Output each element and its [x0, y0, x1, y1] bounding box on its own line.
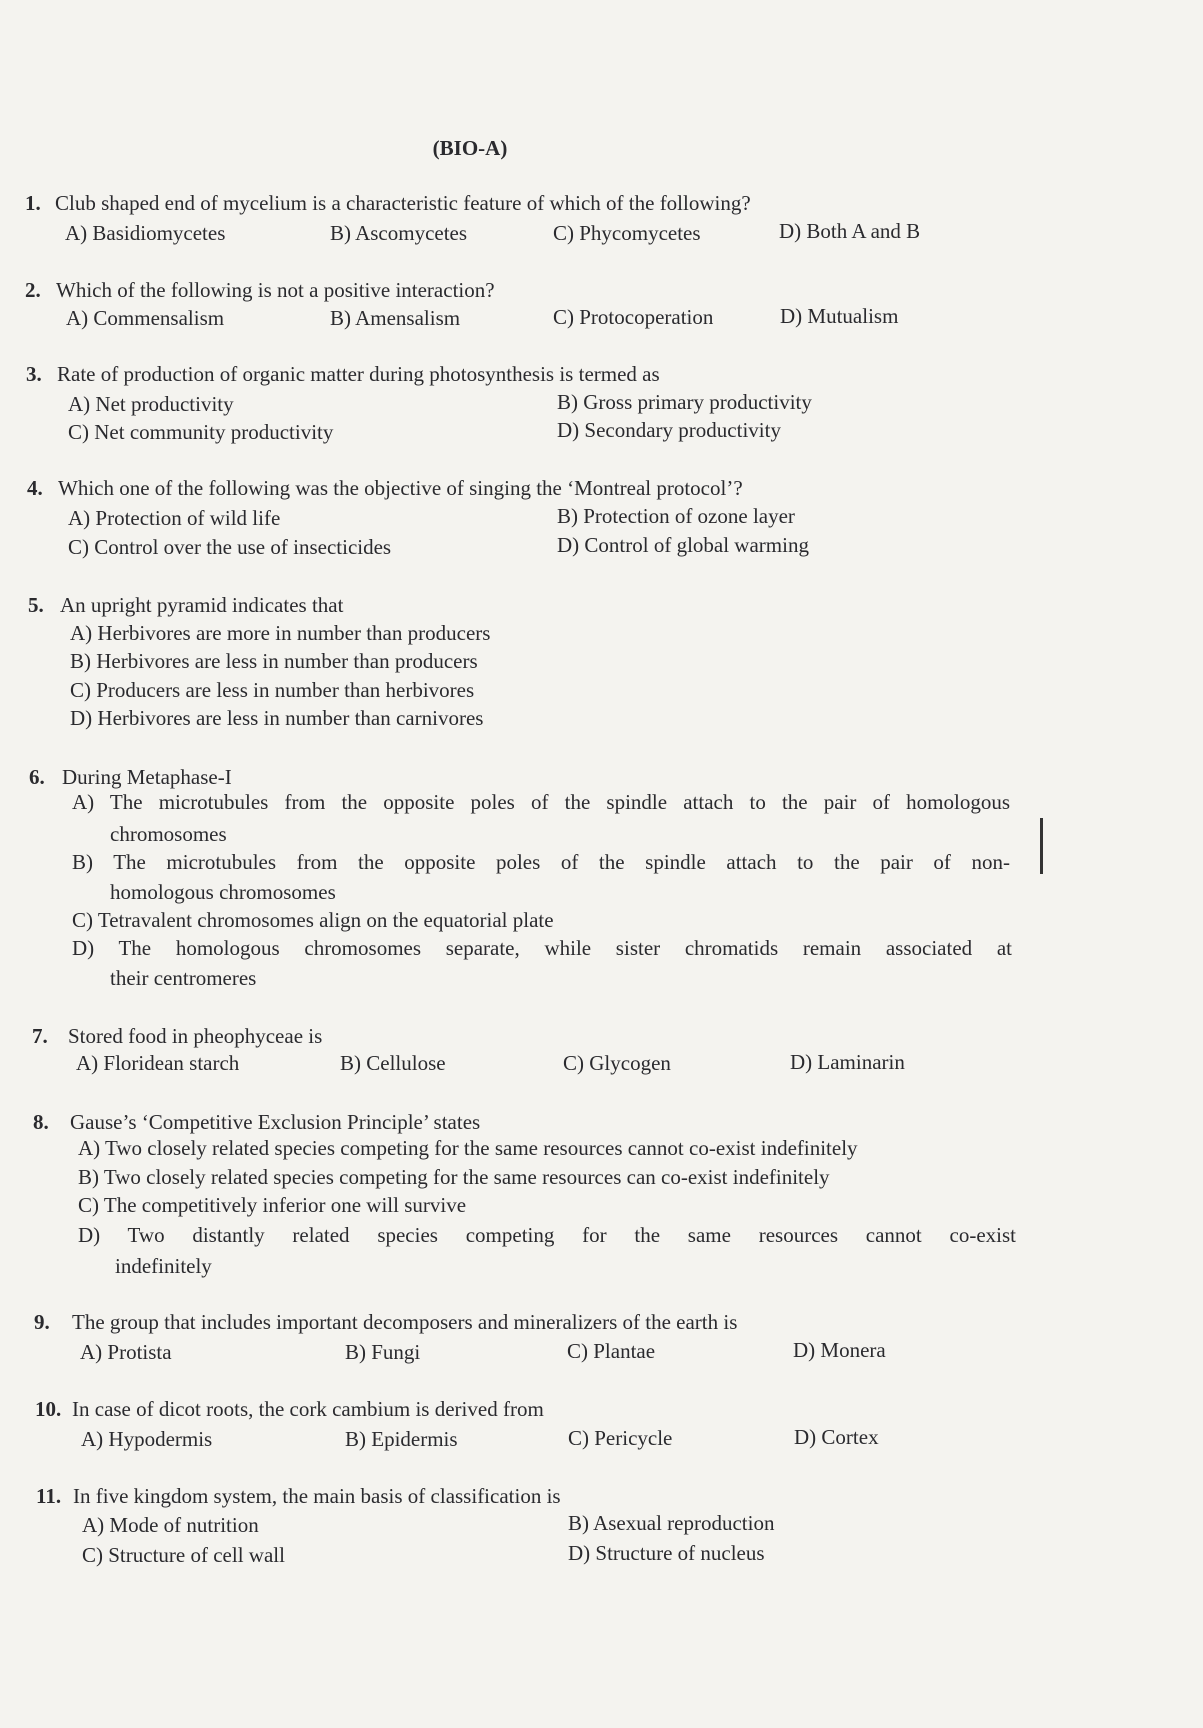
option-d: D) Two distantly related species competing for the same resources cannot co-exist: [78, 1223, 1016, 1247]
question-number: 4.: [27, 476, 43, 500]
question-stem: Stored food in pheophyceae is: [68, 1024, 323, 1048]
option-d: D) Laminarin: [790, 1050, 905, 1074]
question-number: 2.: [25, 278, 41, 302]
question-stem: Which of the following is not a positive interaction?: [56, 278, 495, 302]
option-a-continued: chromosomes: [110, 822, 227, 846]
question-stem: In case of dicot roots, the cork cambium is derived from: [72, 1397, 544, 1421]
option-d: D) Cortex: [794, 1425, 879, 1449]
option-b: B) Asexual reproduction: [568, 1511, 775, 1535]
option-b: B) Cellulose: [340, 1051, 446, 1075]
question-number: 6.: [29, 765, 45, 789]
option-d-continued: indefinitely: [115, 1254, 212, 1278]
option-d: D) Herbivores are less in number than carnivores: [70, 706, 484, 730]
option-c: C) Protocoperation: [553, 305, 714, 329]
question-number: 5.: [28, 593, 44, 617]
option-d: D) Monera: [793, 1338, 886, 1362]
option-a: A) Net productivity: [68, 392, 234, 416]
question-stem: Which one of the following was the objective of singing the ‘Montreal protocol’?: [58, 476, 743, 500]
option-a: A) The microtubules from the opposite poles of the spindle attach to the pair of homologous: [72, 790, 1010, 814]
question-number: 3.: [26, 362, 42, 386]
option-a: A) Protection of wild life: [68, 506, 281, 530]
question-stem: The group that includes important decomposers and mineralizers of the earth is: [72, 1310, 738, 1334]
option-b: B) Amensalism: [330, 306, 461, 330]
option-c: C) Control over the use of insecticides: [68, 535, 392, 559]
question-stem: Club shaped end of mycelium is a characteristic feature of which of the following?: [55, 191, 751, 215]
option-a: A) Basidiomycetes: [65, 221, 226, 245]
question-stem: Rate of production of organic matter during photosynthesis is termed as: [57, 362, 660, 386]
option-a: A) Mode of nutrition: [82, 1513, 259, 1537]
option-b-continued: homologous chromosomes: [110, 880, 336, 904]
option-d: D) The homologous chromosomes separate, while sister chromatids remain associated at: [72, 936, 1012, 960]
option-d: D) Structure of nucleus: [568, 1541, 765, 1565]
option-a: A) Protista: [80, 1340, 172, 1364]
option-c: C) Net community productivity: [68, 420, 334, 444]
question-stem: During Metaphase-I: [62, 765, 232, 789]
option-c: C) Phycomycetes: [553, 221, 701, 245]
option-d: D) Secondary productivity: [557, 418, 781, 442]
question-number: 1.: [25, 191, 41, 215]
question-number: 10.: [35, 1397, 62, 1421]
option-d-continued: their centromeres: [110, 966, 257, 990]
option-d: D) Both A and B: [779, 219, 921, 243]
question-number: 8.: [33, 1110, 49, 1134]
option-a: A) Hypodermis: [81, 1427, 213, 1451]
option-a: A) Herbivores are more in number than producers: [70, 621, 491, 645]
option-d: D) Control of global warming: [557, 533, 809, 557]
margin-mark: [1040, 818, 1043, 874]
option-c: C) The competitively inferior one will survive: [78, 1193, 467, 1217]
option-b: B) Gross primary productivity: [557, 390, 812, 414]
option-a: A) Floridean starch: [76, 1051, 240, 1075]
option-c: C) Plantae: [567, 1339, 656, 1363]
option-b: B) Epidermis: [345, 1427, 458, 1451]
question-stem: An upright pyramid indicates that: [60, 593, 344, 617]
option-b: B) Protection of ozone layer: [557, 504, 795, 528]
option-d: D) Mutualism: [780, 304, 899, 328]
option-a: A) Commensalism: [66, 306, 225, 330]
question-stem: In five kingdom system, the main basis of classification is: [73, 1484, 561, 1508]
question-number: 9.: [34, 1310, 50, 1334]
option-b: B) Two closely related species competing for the same resources can co-exist indefinitely: [78, 1165, 830, 1189]
option-c: C) Glycogen: [563, 1051, 671, 1075]
option-b: B) Herbivores are less in number than producers: [70, 649, 478, 673]
option-c: C) Structure of cell wall: [82, 1543, 285, 1567]
option-c: C) Producers are less in number than herbivores: [70, 678, 475, 702]
question-number: 11.: [36, 1484, 62, 1508]
option-b: B) The microtubules from the opposite poles of the spindle attach to the pair of non-: [72, 850, 1010, 874]
option-b: B) Fungi: [345, 1340, 421, 1364]
question-number: 7.: [32, 1024, 48, 1048]
option-c: C) Pericycle: [568, 1426, 673, 1450]
question-stem: Gause’s ‘Competitive Exclusion Principle’ states: [70, 1110, 481, 1134]
option-b: B) Ascomycetes: [330, 221, 468, 245]
page-title: (BIO-A): [432, 136, 508, 160]
option-c: C) Tetravalent chromosomes align on the equatorial plate: [72, 908, 554, 932]
option-a: A) Two closely related species competing for the same resources cannot co-exist indefinitely: [78, 1136, 858, 1160]
